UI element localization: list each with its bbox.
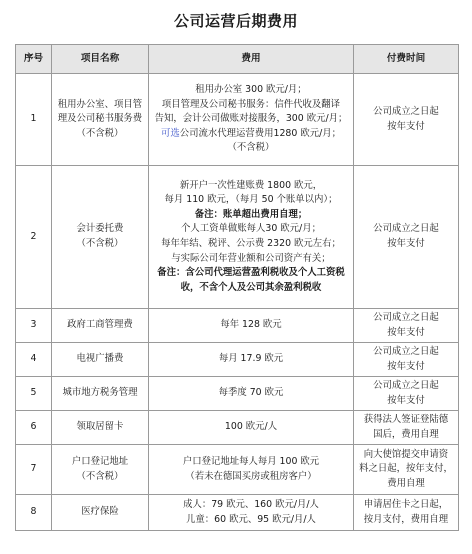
row-item: 领取居留卡 xyxy=(52,411,149,445)
table-row xyxy=(16,74,459,166)
payment-line: 公司成立之日起 xyxy=(373,223,439,235)
table-header-row xyxy=(16,45,459,74)
table-row xyxy=(16,166,459,309)
row-item-line: 户口登记地址 xyxy=(71,455,129,467)
row-item: 城市地方税务管理 xyxy=(52,377,149,411)
header-item: 项目名称 xyxy=(52,45,149,74)
row-item xyxy=(52,166,149,309)
fee-line xyxy=(151,127,351,142)
fee-line: 项目管理及公司秘书服务：信件代收及翻译 xyxy=(161,98,341,110)
payment-line: 按年支付 xyxy=(387,394,425,406)
row-payment xyxy=(354,74,459,166)
payment-line: 按年支付 xyxy=(387,360,425,372)
payment-line: 向大使馆提交申请资 xyxy=(363,448,449,460)
fee-note: 备注：含公司代理运营盈利税收及个人工资税 xyxy=(157,267,345,279)
payment-line: 公司成立之日起 xyxy=(373,311,439,323)
row-fee xyxy=(149,445,354,495)
row-fee xyxy=(149,495,354,531)
row-fee xyxy=(149,166,354,309)
row-payment xyxy=(354,309,459,343)
payment-line: 按月支付，费用自理 xyxy=(363,513,449,525)
row-item: 电视广播费 xyxy=(52,343,149,377)
row-item: 医疗保险 xyxy=(52,495,149,531)
fee-line: 租用办公室 300 欧元/月； xyxy=(195,84,307,96)
row-index: 5 xyxy=(16,377,52,411)
row-item-line: 理及公司秘书服务费 xyxy=(57,113,143,125)
fee-line: 与实际公司年营业额和公司资产有关； xyxy=(171,252,331,264)
table-row xyxy=(16,445,459,495)
optional-label: 可选 xyxy=(160,127,180,139)
row-index: 7 xyxy=(16,445,52,495)
table-row xyxy=(16,411,459,445)
fee-line: 每年年结、税评、公示费 2320 欧元左右； xyxy=(161,238,341,249)
fee-line: 每月 110 欧元，（每月 50 个账单以内）； xyxy=(164,194,338,206)
fee-line: 成人：79 欧元、160 欧元/月/人 xyxy=(183,498,319,510)
row-item-line: （不含税） xyxy=(76,238,124,249)
fee-line: 新开户一次性建账费 1800 欧元， xyxy=(179,179,323,191)
row-payment xyxy=(354,411,459,445)
page-title: 公司运营后期费用 xyxy=(173,12,298,30)
payment-line: 料之日起，按年支付， xyxy=(359,463,453,475)
row-item: 政府工商管理费 xyxy=(52,309,149,343)
row-index: 3 xyxy=(16,309,52,343)
fee-line: 告知，会计公司做账对接服务，300 欧元/月； xyxy=(154,113,348,125)
row-payment xyxy=(354,495,459,531)
row-index: 8 xyxy=(16,495,52,531)
header-payment: 付费时间 xyxy=(354,45,459,74)
fee-line: 户口登记地址每人每月 100 欧元 xyxy=(182,455,320,467)
row-fee: 每年 128 欧元 xyxy=(149,309,354,343)
fee-line: （不含税） xyxy=(227,142,275,154)
row-fee: 100 欧元/人 xyxy=(149,411,354,445)
payment-line: 费用自理 xyxy=(387,477,425,489)
row-payment xyxy=(354,377,459,411)
row-item-line: 租用办公室、项目管 xyxy=(57,98,143,110)
row-fee xyxy=(149,74,354,166)
row-payment xyxy=(354,445,459,495)
header-fee: 费用 xyxy=(149,45,354,74)
fee-line: 儿童：60 欧元、95 欧元/月/人 xyxy=(186,513,316,525)
row-item-line: （不含税） xyxy=(76,470,124,482)
fee-note: 备注：账单超出费用自理； xyxy=(194,208,308,220)
payment-line: 公司成立之日起 xyxy=(373,379,439,391)
payment-line: 按年支付 xyxy=(387,120,425,132)
payment-line: 获得法人签证登陆德 xyxy=(363,413,449,425)
fee-table xyxy=(15,44,459,531)
row-payment xyxy=(354,343,459,377)
table-row xyxy=(16,309,459,343)
fee-note: 收，不含个人及公司其余盈利税收 xyxy=(180,281,322,293)
header-index: 序号 xyxy=(16,45,52,74)
payment-line: 国后，费用自理 xyxy=(373,428,439,440)
row-item xyxy=(52,74,149,166)
payment-line: 申请居住卡之日起， xyxy=(363,498,449,510)
table-row xyxy=(16,495,459,531)
payment-line: 按年支付 xyxy=(387,326,425,338)
fee-line: 个人工资单做账每人30 欧元/月； xyxy=(181,223,321,235)
row-fee: 每月 17.9 欧元 xyxy=(149,343,354,377)
row-payment xyxy=(354,166,459,309)
row-index: 2 xyxy=(16,166,52,309)
row-fee: 每季度 70 欧元 xyxy=(149,377,354,411)
payment-line: 按年支付 xyxy=(387,238,425,249)
row-item-line: 会计委托费 xyxy=(76,223,124,235)
payment-line: 公司成立之日起 xyxy=(373,105,439,117)
payment-line: 公司成立之日起 xyxy=(373,345,439,357)
row-index: 1 xyxy=(16,74,52,166)
row-item xyxy=(52,445,149,495)
row-item-line: （不含税） xyxy=(76,127,124,139)
fee-line-rest: 公司流水代理运营费用1280 欧元/月； xyxy=(179,127,341,139)
table-row xyxy=(16,343,459,377)
row-index: 4 xyxy=(16,343,52,377)
fee-line: （若未在德国买房或租房客户） xyxy=(185,470,317,482)
row-index: 6 xyxy=(16,411,52,445)
table-row xyxy=(16,377,459,411)
